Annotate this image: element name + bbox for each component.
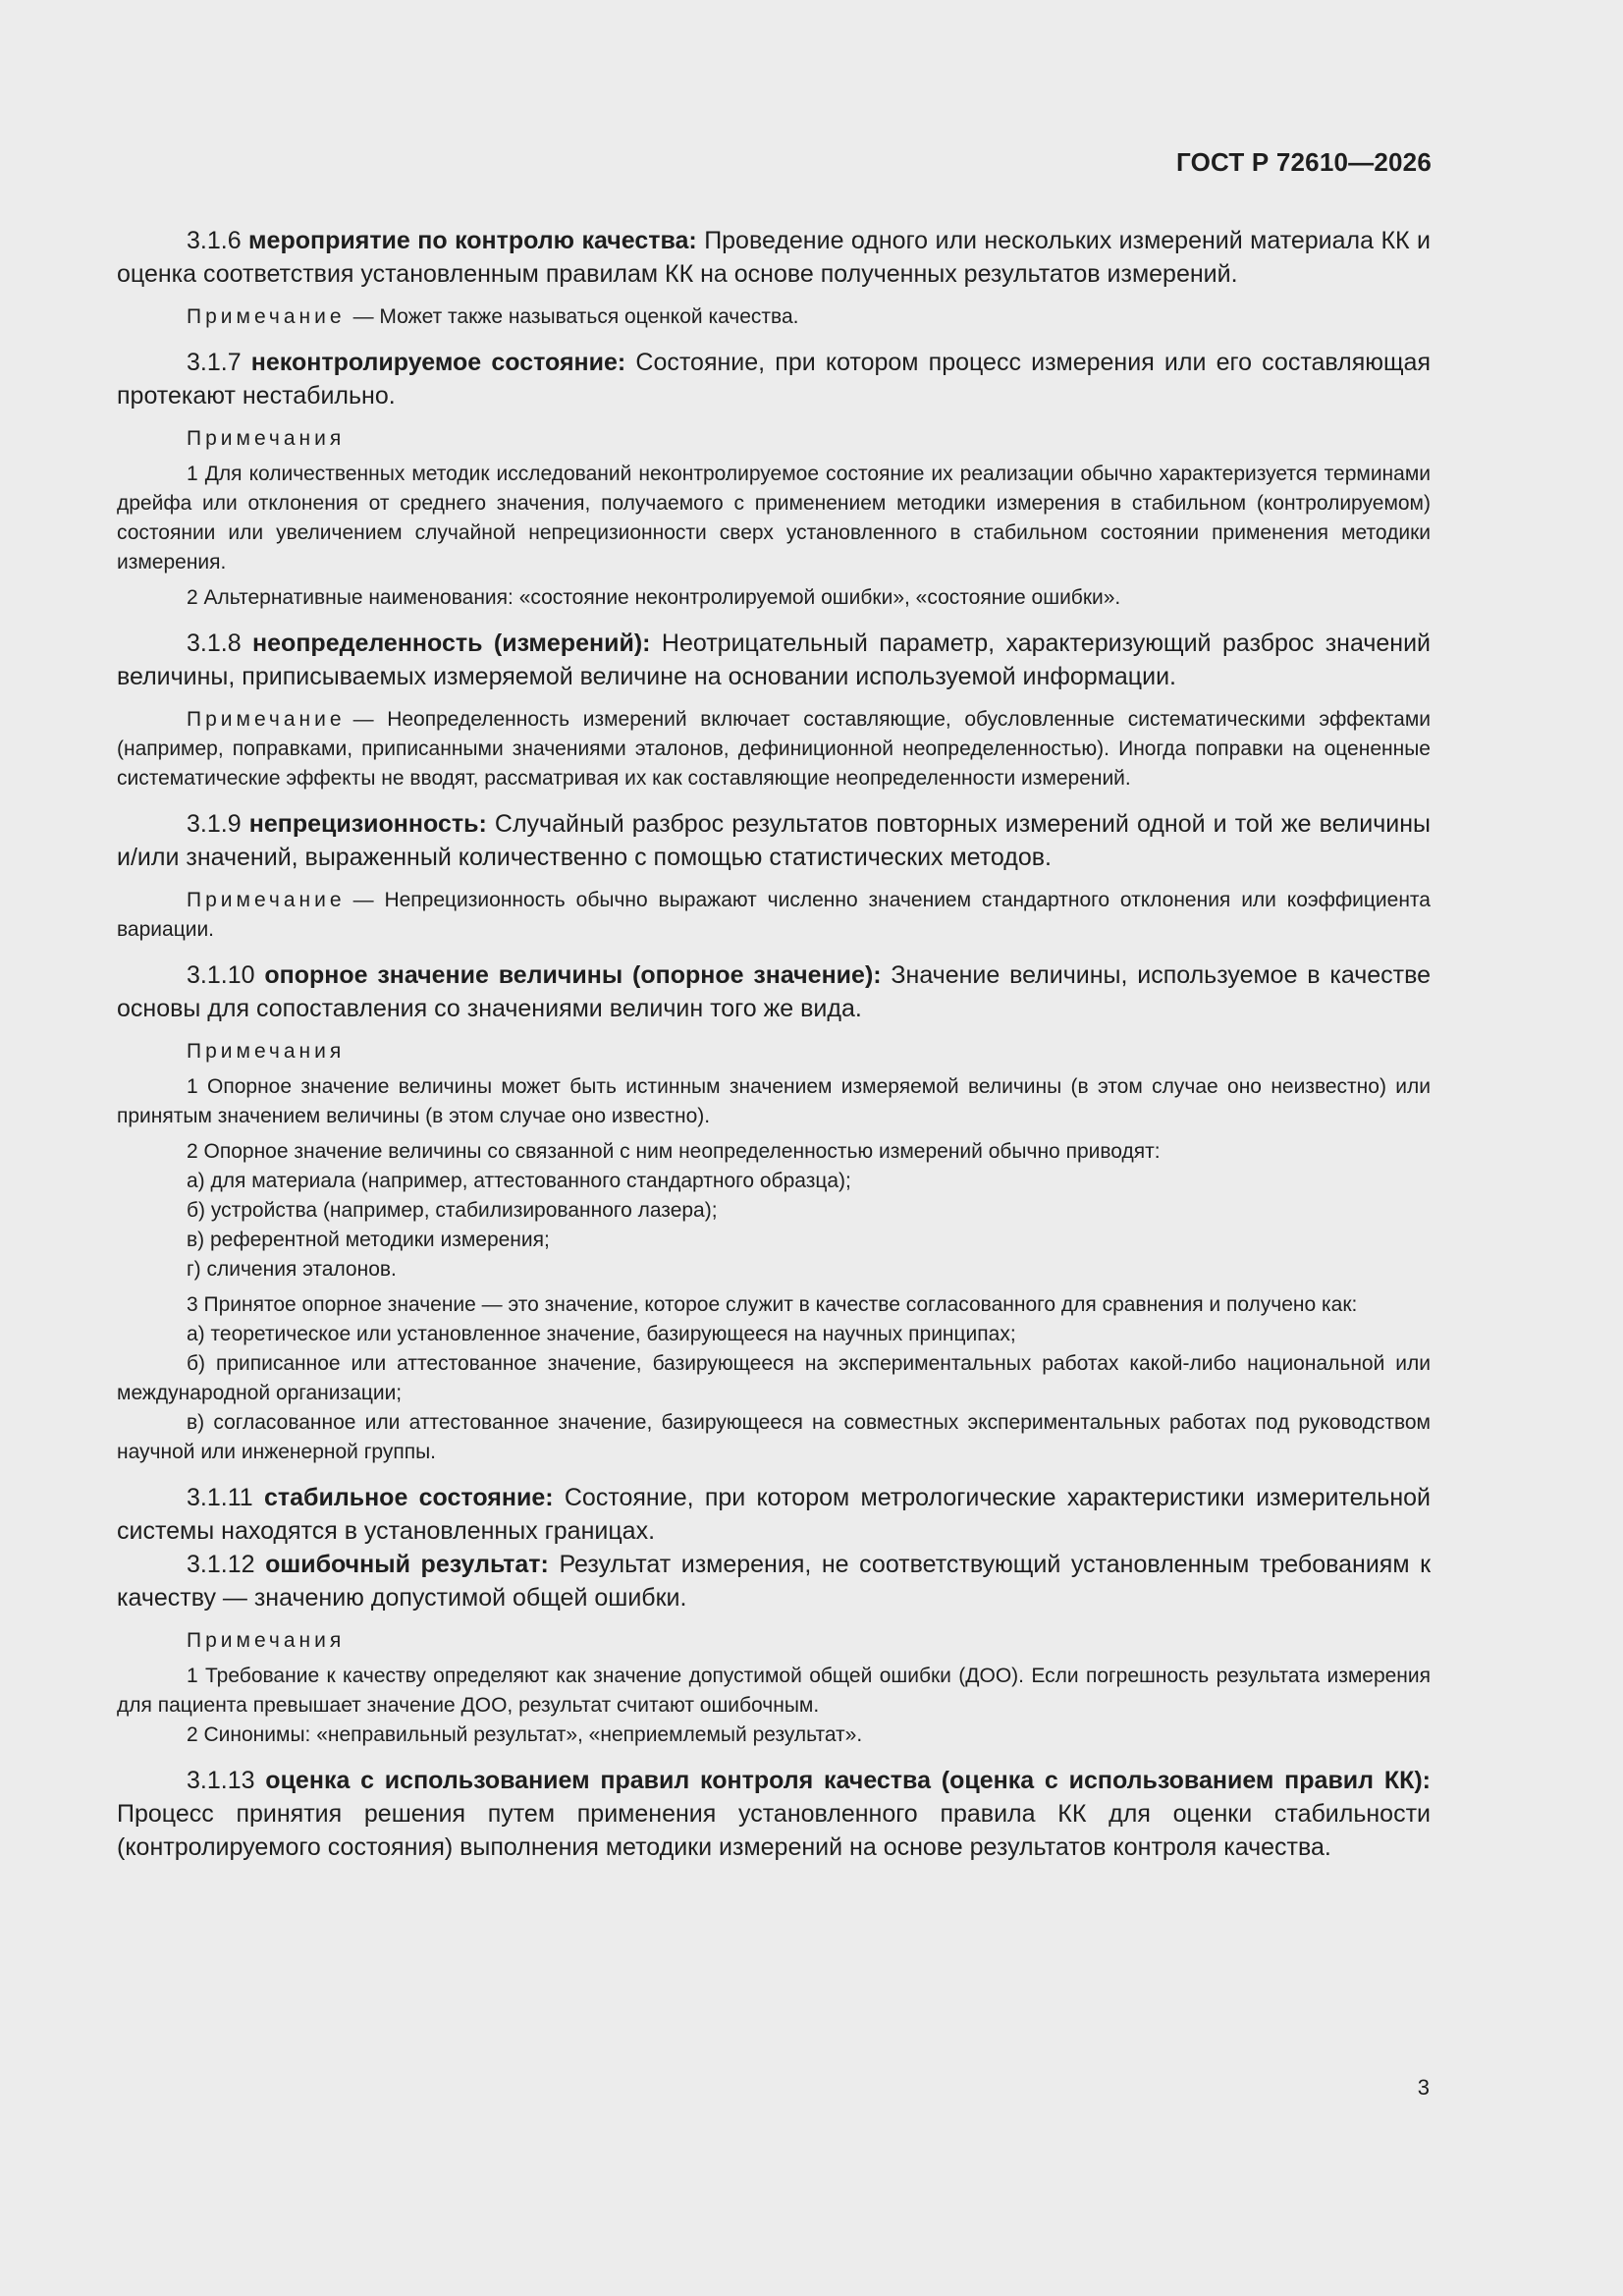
term-paragraph <box>117 627 1431 693</box>
list-item: б) приписанное или аттестованное значение, базирующееся на экспериментальных работах какой-либо национальной или международной организации; <box>117 1352 1431 1404</box>
note-2: 2 Синонимы: «неправильный результат», «неприемлемый результат». <box>187 1723 863 1746</box>
list-item: б) устройства (например, стабилизированного лазера); <box>187 1199 718 1222</box>
document-body <box>117 224 1431 1878</box>
note-1: 1 Опорное значение величины может быть истинным значением измеряемой величины (в этом случае оно неизвестно) или принятым значением величины (в этом случае оно известно). <box>117 1075 1431 1127</box>
term-number: 3.1.8 <box>187 629 242 657</box>
note-text: — Неопределенность измерений включает составляющие, обусловленные систематическими эффектами (например, поправками, приписанными значениями эталонов, дефиниционной неопределенностью). Иногда поправки на оцененные систематические эффекты не вводят, рассматривая их как составляющие неопределенности измерений. <box>117 708 1431 790</box>
page-number: 3 <box>1417 2075 1430 2100</box>
note-label: Примечание <box>187 305 346 328</box>
term-3-1-13 <box>117 1764 1431 1864</box>
term-paragraph <box>117 958 1431 1025</box>
note-2: 2 Альтернативные наименования: «состояние неконтролируемой ошибки», «состояние ошибки». <box>187 586 1121 609</box>
term-number: 3.1.6 <box>187 227 242 254</box>
term-paragraph <box>117 807 1431 874</box>
list-item: в) референтной методики измерения; <box>187 1229 550 1251</box>
term-3-1-11 <box>117 1481 1431 1548</box>
list-item: а) для материала (например, аттестованного стандартного образца); <box>187 1170 851 1192</box>
list-item: г) сличения эталонов. <box>187 1258 397 1281</box>
term-definition: Состояние, при котором процесс измерения или его составляющая протекают нестабильно. <box>117 349 1431 410</box>
term-3-1-6 <box>117 224 1431 332</box>
note <box>117 302 1431 332</box>
term-3-1-12 <box>117 1548 1431 1750</box>
term-paragraph <box>117 1481 1431 1548</box>
term-definition: Случайный разброс результатов повторных измерений одной и той же величины и/или значений, выраженный количественно с помощью статистических методов. <box>117 810 1431 871</box>
notes-heading: Примечания <box>187 427 346 450</box>
term-definition: Неотрицательный параметр, характеризующий разброс значений величины, приписываемых измеряемой величине на основании используемой информации. <box>117 629 1431 690</box>
term-definition: Состояние, при котором метрологические характеристики измерительной системы находятся в установленных границах. <box>117 1484 1431 1545</box>
note-1: 1 Требование к качеству определяют как значение допустимой общей ошибки (ДОО). Если погрешность результата измерения для пациента превышает значение ДОО, результат считают ошибочным. <box>117 1665 1431 1717</box>
term-number: 3.1.10 <box>187 961 255 989</box>
note <box>117 705 1431 793</box>
note-3: 3 Принятое опорное значение — это значение, которое служит в качестве согласованного для сравнения и получено как: <box>187 1293 1358 1316</box>
note <box>117 886 1431 945</box>
term-number: 3.1.7 <box>187 349 242 376</box>
term-paragraph <box>117 224 1431 291</box>
note-text: — Непрецизионность обычно выражают численно значением стандартного отклонения или коэффициента вариации. <box>117 889 1431 941</box>
list-item: а) теоретическое или установленное значение, базирующееся на научных принципах; <box>187 1323 1016 1345</box>
term-definition: Проведение одного или нескольких измерений материала КК и оценка соответствия установленным правилам КК на основе полученных результатов измерений. <box>117 227 1431 288</box>
notes-heading: Примечания <box>187 1629 346 1652</box>
note-text: — Может также называться оценкой качества. <box>352 305 799 328</box>
notes-heading: Примечания <box>187 1040 346 1063</box>
term-3-1-8 <box>117 627 1431 793</box>
note-label: Примечание <box>187 708 346 731</box>
term-3-1-7 <box>117 346 1431 613</box>
term-number: 3.1.12 <box>187 1551 255 1578</box>
term-definition: Результат измерения, не соответствующий установленным требованиям к качеству — значению допустимой общей ошибки. <box>117 1551 1432 1612</box>
term-name: оценка с использованием правил контроля качества (оценка с использованием правил КК): <box>265 1767 1431 1794</box>
term-3-1-10 <box>117 958 1431 1467</box>
term-name: опорное значение величины (опорное значение): <box>264 961 882 989</box>
term-number: 3.1.11 <box>187 1484 253 1511</box>
term-name: неопределенность (измерений): <box>252 629 651 657</box>
note-label: Примечание <box>187 889 346 911</box>
term-definition: Процесс принятия решения путем применения установленного правила КК для оценки стабильности (контролируемого состояния) выполнения методики измерений на основе результатов контроля качества. <box>117 1800 1431 1861</box>
term-paragraph <box>117 1548 1431 1614</box>
term-name: стабильное состояние: <box>263 1484 554 1511</box>
document-header: ГОСТ Р 72610—2026 <box>1176 147 1432 177</box>
list-item: в) согласованное или аттестованное значение, базирующееся на совместных экспериментальных работах под руководством научной или инженерной группы. <box>117 1411 1431 1463</box>
term-number: 3.1.9 <box>187 810 242 838</box>
term-definition: Значение величины, используемое в качестве основы для сопоставления со значениями величин того же вида. <box>117 961 1431 1022</box>
term-paragraph <box>117 346 1431 412</box>
term-name: неконтролируемое состояние: <box>250 349 626 376</box>
term-3-1-9 <box>117 807 1431 945</box>
note-1: 1 Для количественных методик исследований неконтролируемое состояние их реализации обычно характеризуется терминами дрейфа или отклонения от среднего значения, получаемого с применением методики измерения в стабильном (контролируемом) состоянии или увеличением случайной непрецизионности сверх установленного в стабильном состоянии применения методики измерения. <box>117 463 1431 574</box>
term-name: ошибочный результат: <box>265 1551 549 1578</box>
term-name: непрецизионность: <box>248 810 487 838</box>
note-2: 2 Опорное значение величины со связанной с ним неопределенностью измерений обычно приводят: <box>187 1140 1161 1163</box>
term-number: 3.1.13 <box>187 1767 255 1794</box>
term-name: мероприятие по контролю качества: <box>248 227 697 254</box>
term-paragraph <box>117 1764 1431 1864</box>
